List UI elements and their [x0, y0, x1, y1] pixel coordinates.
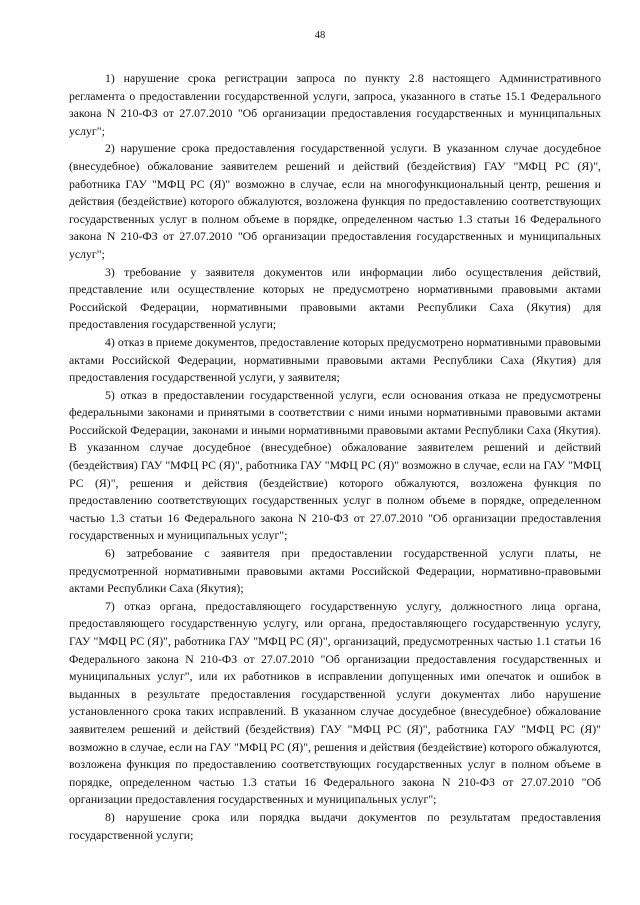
paragraph-item-7: 7) отказ органа, предоставляющего государственную услугу, должностного лица органа, предоставляющего государственную услугу, или органа, предоставляющего государственную услугу, ГАУ "МФЦ РС (Я)", работника ГАУ "МФЦ РС (Я)", организаций, предусмотренных частью 1.1 статьи 16 Федерального закона N 210-ФЗ от 27.07.2010 "Об организации предоставления государственных и муниципальных услуг", или их работников в исправлении допущенных ими опечаток и ошибок в выданных в результате предоставления государственной услуги документах либо нарушение установленного срока таких исправлений. В указанном случае досудебное (внесудебное) обжалование заявителем решений и действий (бездействия) ГАУ "МФЦ РС (Я)", работника ГАУ "МФЦ РС (Я)" возможно в случае, если на ГАУ "МФЦ РС (Я)", решения и действия (бездействие) которого обжалуются, возложена функция по предоставлению соответствующих государственных услуг в полном объеме в порядке, определенном частью 1.3 статьи 16 Федерального закона N 210-ФЗ от 27.07.2010 "Об организации предоставления государственных и муниципальных услуг"; — [69, 598, 601, 807]
paragraph-item-4: 4) отказ в приеме документов, предоставление которых предусмотрено нормативными правовыми актами Российской Федерации, нормативными правовыми актами Республики Саха (Якутия) для предоставления государственной услуги, у заявителя; — [69, 334, 601, 385]
paragraph-item-3: 3) требование у заявителя документов или информации либо осуществления действий, представление или осуществление которых не предусмотрено нормативными правовыми актами Российской Федерации, нормативными правовыми актами Республики Саха (Якутия) для предоставления государственной услуги; — [69, 264, 601, 332]
paragraph-item-6: 6) затребование с заявителя при предоставлении государственной услуги платы, не предусмотренной нормативными правовыми актами Российской Федерации, нормативно-правовыми актами Республики Саха (Якутия); — [69, 546, 601, 596]
paragraph-item-1: 1) нарушение срока регистрации запроса по пункту 2.8 настоящего Административного регламента о предоставлении государственной услуги, запроса, указанного в статье 15.1 Федерального закона N 210-ФЗ от 27.07.2010 "Об организации предоставления государственных и муниципальных услуг"; — [69, 71, 601, 138]
paragraph-item-5: 5) отказ в предоставлении государственной услуги, если основания отказа не предусмотрены федеральными законами и принятыми в соответствии с ними иными нормативными правовыми актами Российской Федерации, законами и иными нормативными правовыми актами Республики Саха (Якутия). В указанном случае досудебное (внесудебное) обжалование заявителем решений и действий (бездействия) ГАУ "МФЦ РС (Я)", работника ГАУ "МФЦ РС (Я)" возможно в случае, если на ГАУ "МФЦ РС (Я)", решения и действия (бездействие) которого обжалуются, возложена функция по предоставлению соответствующих государственных услуг в полном объеме в порядке, определенном частью 1.3 статьи 16 Федерального закона N 210-ФЗ от 27.07.2010 "Об организации предоставления государственных и муниципальных услуг"; — [69, 387, 601, 543]
paragraph-item-8: 8) нарушение срока или порядка выдачи документов по результатам предоставления государственной услуги; — [69, 809, 601, 842]
paragraph-item-2: 2) нарушение срока предоставления государственной услуги. В указанном случае досудебное (внесудебное) обжалование заявителем решений и действий (бездействия) ГАУ "МФЦ РС (Я)", работника ГАУ "МФЦ РС (Я)" возможно в случае, если на многофункциональный центр, решения и действия (бездействие) которого обжалуются, возложена функция по предоставлению соответствующих государственных услуг в полном объеме в порядке, определенном частью 1.3 статьи 16 Федерального закона N 210-ФЗ от 27.07.2010 "Об организации предоставления государственных и муниципальных услуг"; — [69, 141, 601, 261]
page-number: 48 — [314, 30, 326, 41]
document-body — [69, 70, 601, 844]
